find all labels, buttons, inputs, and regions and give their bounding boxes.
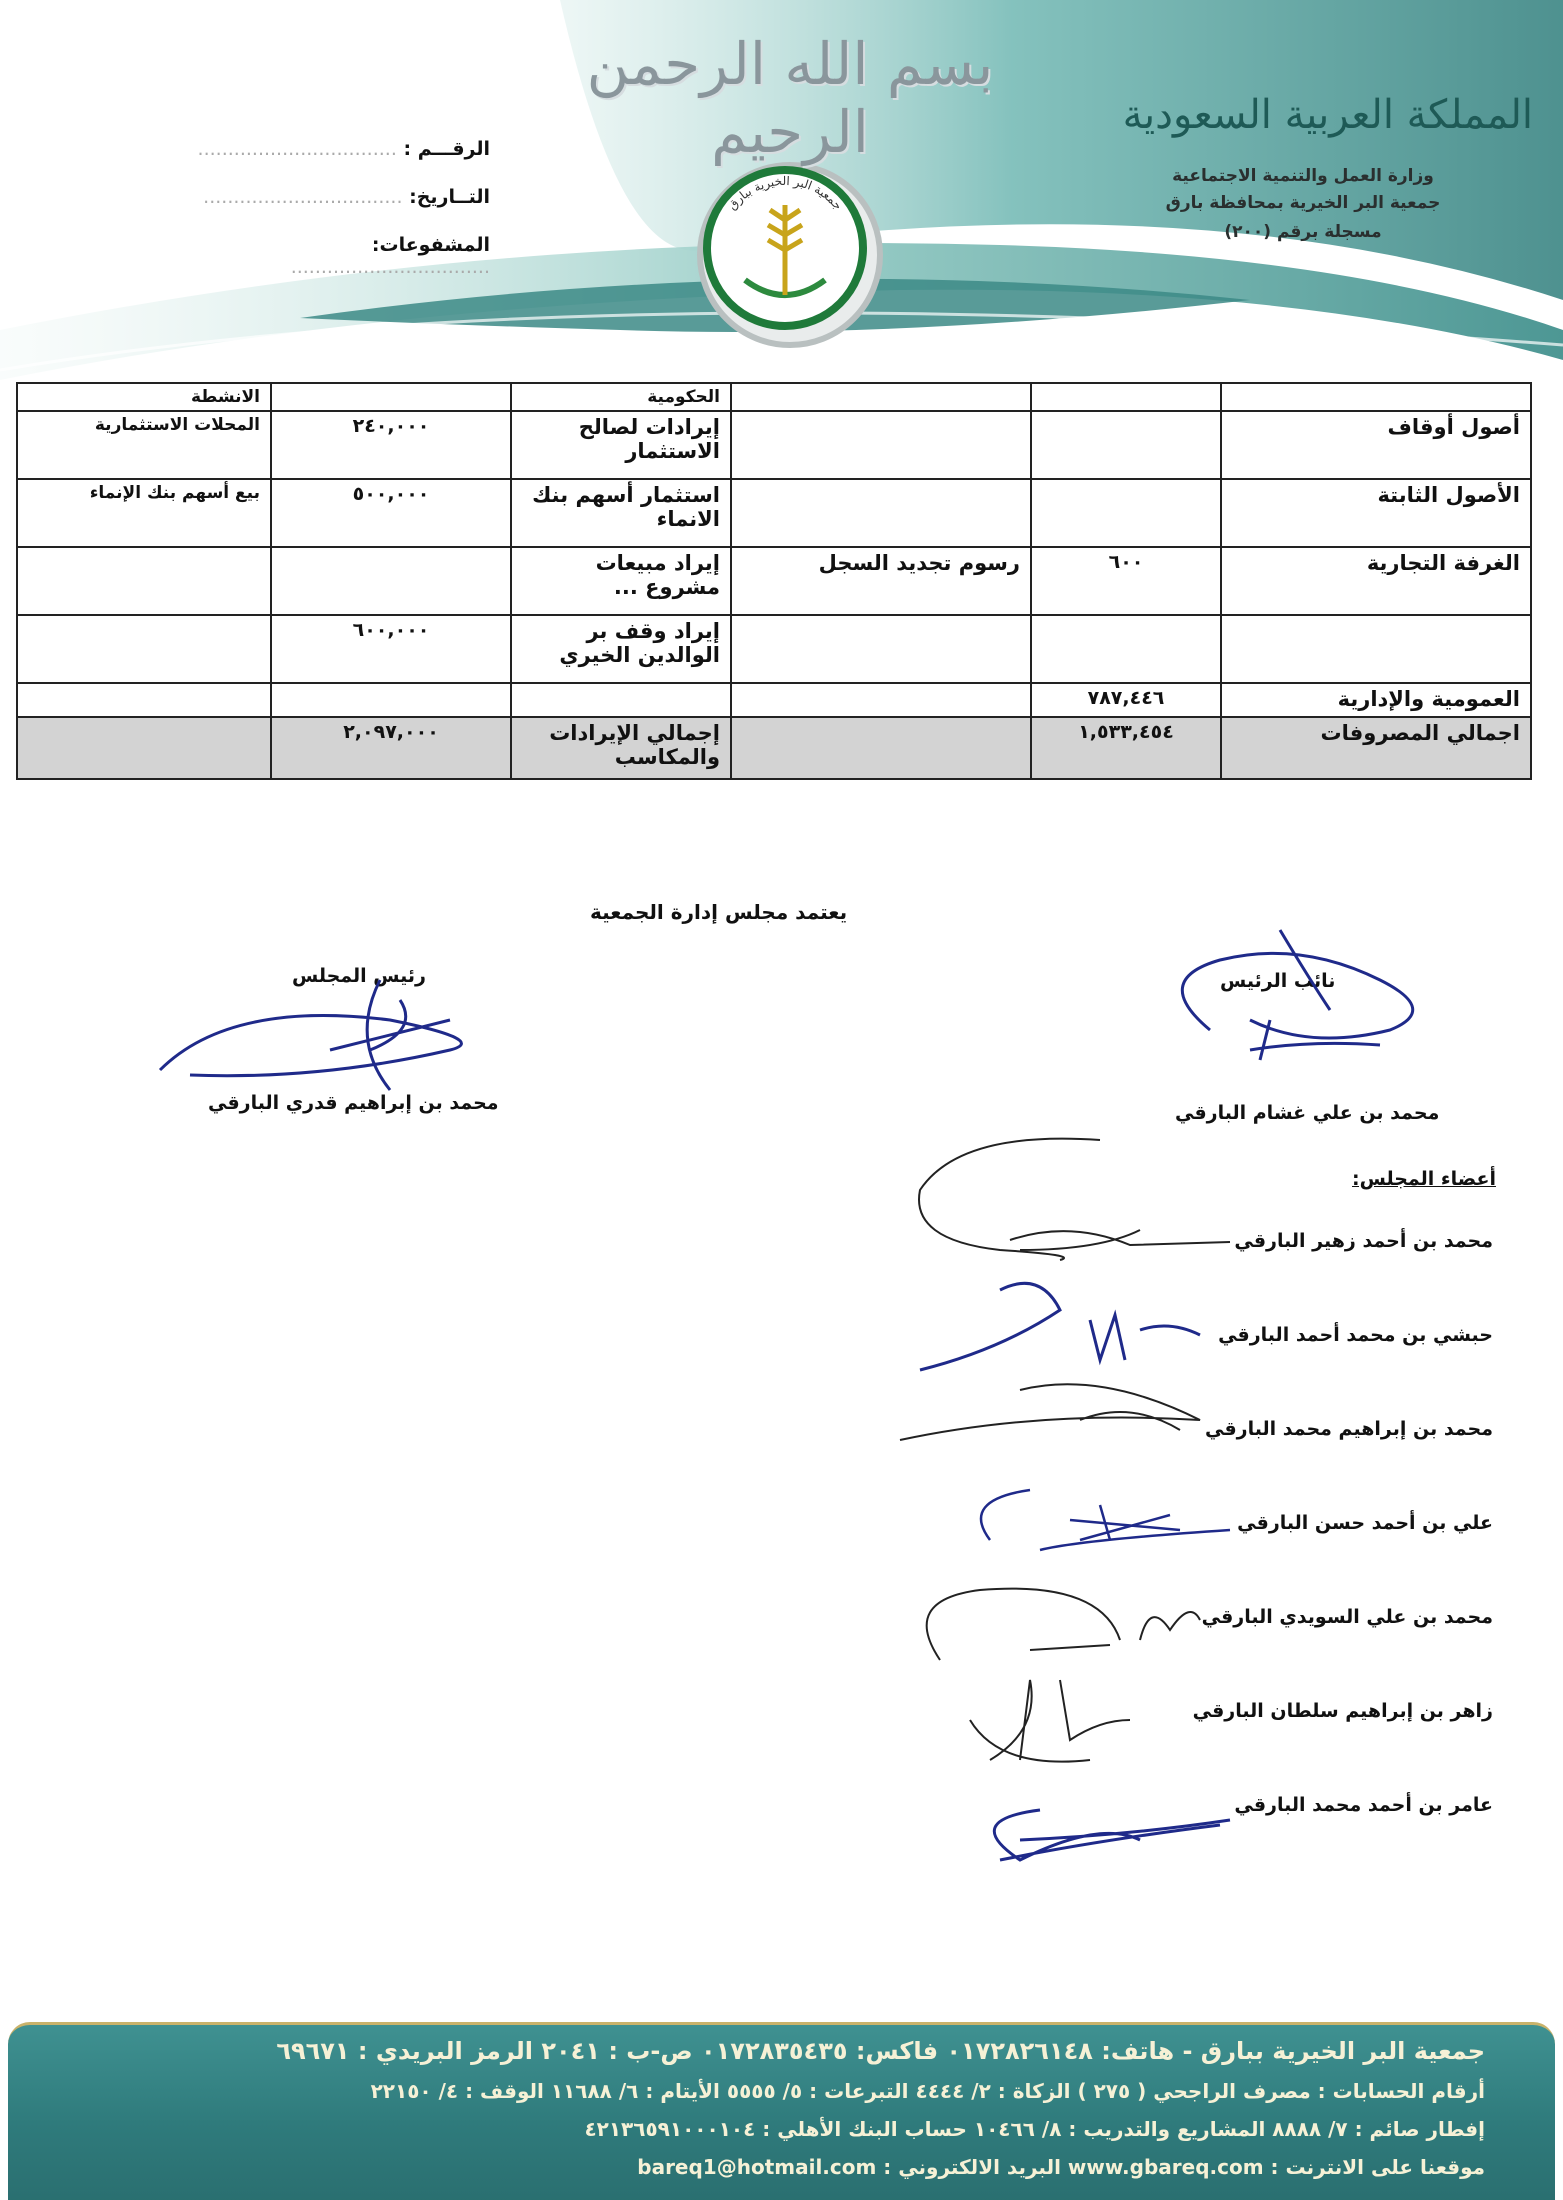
table-row	[17, 717, 1531, 779]
letterhead-footer	[8, 2022, 1555, 2200]
table-cell: العمومية والإدارية	[1221, 683, 1531, 717]
table-cell	[271, 683, 511, 717]
table-cell: ٢,٠٩٧,٠٠٠	[271, 717, 511, 779]
footer-website-line: موقعنا على الانترنت : www.gbareq.com البريد الالكتروني : bareq1@hotmail.com	[637, 2155, 1485, 2179]
ministry-name: وزارة العمل والتنمية الاجتماعية	[1172, 166, 1434, 186]
member-name: محمد بن إبراهيم محمد البارقي	[1205, 1418, 1493, 1440]
number-field	[170, 138, 490, 160]
table-cell: ٧٨٧,٤٤٦	[1031, 683, 1221, 717]
number-dots: .................................	[197, 138, 397, 160]
table-row	[17, 383, 1531, 411]
table-cell: اجمالي المصروفات	[1221, 717, 1531, 779]
table-cell: ١,٥٣٣,٤٥٤	[1031, 717, 1221, 779]
bismillah-calligraphy: بسم الله الرحمن الرحيم	[586, 30, 994, 166]
footer-contact-line: جمعية البر الخيرية ببارق - هاتف: ٠١٧٢٨٢٦١٤٨ فاكس: ٠١٧٢٨٣٥٤٣٥ ص-ب : ٢٠٤١ الرمز البريدي : ٦٩٦٧١	[276, 2037, 1485, 2065]
table-cell: الانشطة	[17, 383, 271, 411]
date-dots: .................................	[203, 186, 403, 208]
chair-name: محمد بن إبراهيم قدري البارقي	[208, 1092, 499, 1114]
table-cell: إيراد وقف بر الوالدين الخيري	[511, 615, 731, 683]
table-cell: ٢٤٠,٠٠٠	[271, 411, 511, 479]
table-cell: الغرفة التجارية	[1221, 547, 1531, 615]
footer-accounts-line-2: إفطار صائم : ٧/ ٨٨٨٨ المشاريع والتدريب : ٨/ ١٠٤٦٦ حساب البنك الأهلي : ٤٢١٣٦٥٩١٠٠٠١٠٤	[584, 2117, 1485, 2141]
members-signatures	[900, 1120, 1260, 1940]
table-row	[17, 411, 1531, 479]
members-title: أعضاء المجلس:	[1352, 1168, 1496, 1190]
financial-statement-table	[16, 382, 1532, 780]
table-cell: إجمالي الإيرادات والمكاسب	[511, 717, 731, 779]
table-cell	[731, 717, 1031, 779]
table-cell: استثمار أسهم بنك الانماء	[511, 479, 731, 547]
approval-title: يعتمد مجلس إدارة الجمعية	[590, 900, 848, 924]
footer-accounts-line: أرقام الحسابات : مصرف الراجحي ( ٢٧٥ ) الزكاة : ٢/ ٤٤٤٤ التبرعات : ٥/ ٥٥٥٥ الأيتام : ٦/ ١١٦٨٨ الوقف : ٤/ ٢٢١٥٠	[370, 2079, 1485, 2103]
table-cell: ٦٠٠,٠٠٠	[271, 615, 511, 683]
member-name: محمد بن علي السويدي البارقي	[1201, 1606, 1493, 1628]
table-cell	[731, 615, 1031, 683]
table-cell	[731, 683, 1031, 717]
date-label: التــاريخ:	[409, 186, 490, 208]
seal-text: جمعية البر الخيرية ببارق	[724, 173, 846, 213]
table-cell: بيع أسهم بنك الإنماء	[17, 479, 271, 547]
table-cell	[271, 383, 511, 411]
attachments-field	[170, 234, 490, 278]
table-row	[17, 615, 1531, 683]
table-cell	[1031, 411, 1221, 479]
table-cell	[1221, 383, 1531, 411]
table-cell	[1031, 615, 1221, 683]
society-name: جمعية البر الخيرية بمحافظة بارق	[1165, 193, 1441, 213]
table-cell	[271, 547, 511, 615]
table-cell	[1031, 383, 1221, 411]
table-cell	[17, 615, 271, 683]
registration-number: مسجلة برقم (٢٠٠)	[1224, 222, 1382, 242]
table-cell	[17, 547, 271, 615]
vice-chair-title: نائب الرئيس	[1220, 970, 1336, 992]
table-cell: الأصول الثابتة	[1221, 479, 1531, 547]
member-name: علي بن أحمد حسن البارقي	[1237, 1512, 1493, 1534]
table-cell: إيراد مبيعات مشروع ...	[511, 547, 731, 615]
table-cell: إيرادات لصالح الاستثمار	[511, 411, 731, 479]
society-seal-icon	[700, 165, 880, 345]
member-name: حبشي بن محمد أحمد البارقي	[1218, 1324, 1493, 1346]
table-cell: أصول أوقاف	[1221, 411, 1531, 479]
table-row	[17, 683, 1531, 717]
table-cell: ٦٠٠	[1031, 547, 1221, 615]
table-cell	[17, 683, 271, 717]
table-row	[17, 479, 1531, 547]
member-name: زاهر بن إبراهيم سلطان البارقي	[1192, 1700, 1493, 1722]
chair-title: رئيس المجلس	[292, 965, 426, 987]
table-cell	[731, 411, 1031, 479]
table-cell	[1031, 479, 1221, 547]
table-cell: رسوم تجديد السجل	[731, 547, 1031, 615]
vice-chair-name: محمد بن علي غشام البارقي	[1175, 1102, 1440, 1124]
table-cell: الحكومية	[511, 383, 731, 411]
attachments-label: المشفوعات:	[371, 234, 490, 256]
table-cell: ٥٠٠,٠٠٠	[271, 479, 511, 547]
attachments-dots: .................................	[290, 256, 490, 278]
number-label: الرقـــم :	[403, 138, 490, 160]
table-cell: المحلات الاستثمارية	[17, 411, 271, 479]
member-name: عامر بن أحمد محمد البارقي	[1234, 1794, 1493, 1816]
date-field	[170, 186, 490, 208]
chair-signature	[150, 960, 510, 1110]
table-row	[17, 547, 1531, 615]
member-name: محمد بن أحمد زهير البارقي	[1234, 1230, 1493, 1252]
table-cell	[731, 479, 1031, 547]
table-cell	[511, 683, 731, 717]
table-cell	[17, 717, 271, 779]
vice-chair-signature	[1130, 920, 1460, 1100]
table-cell	[1221, 615, 1531, 683]
kingdom-title: المملكة العربية السعودية	[1122, 92, 1533, 138]
table-cell	[731, 383, 1031, 411]
